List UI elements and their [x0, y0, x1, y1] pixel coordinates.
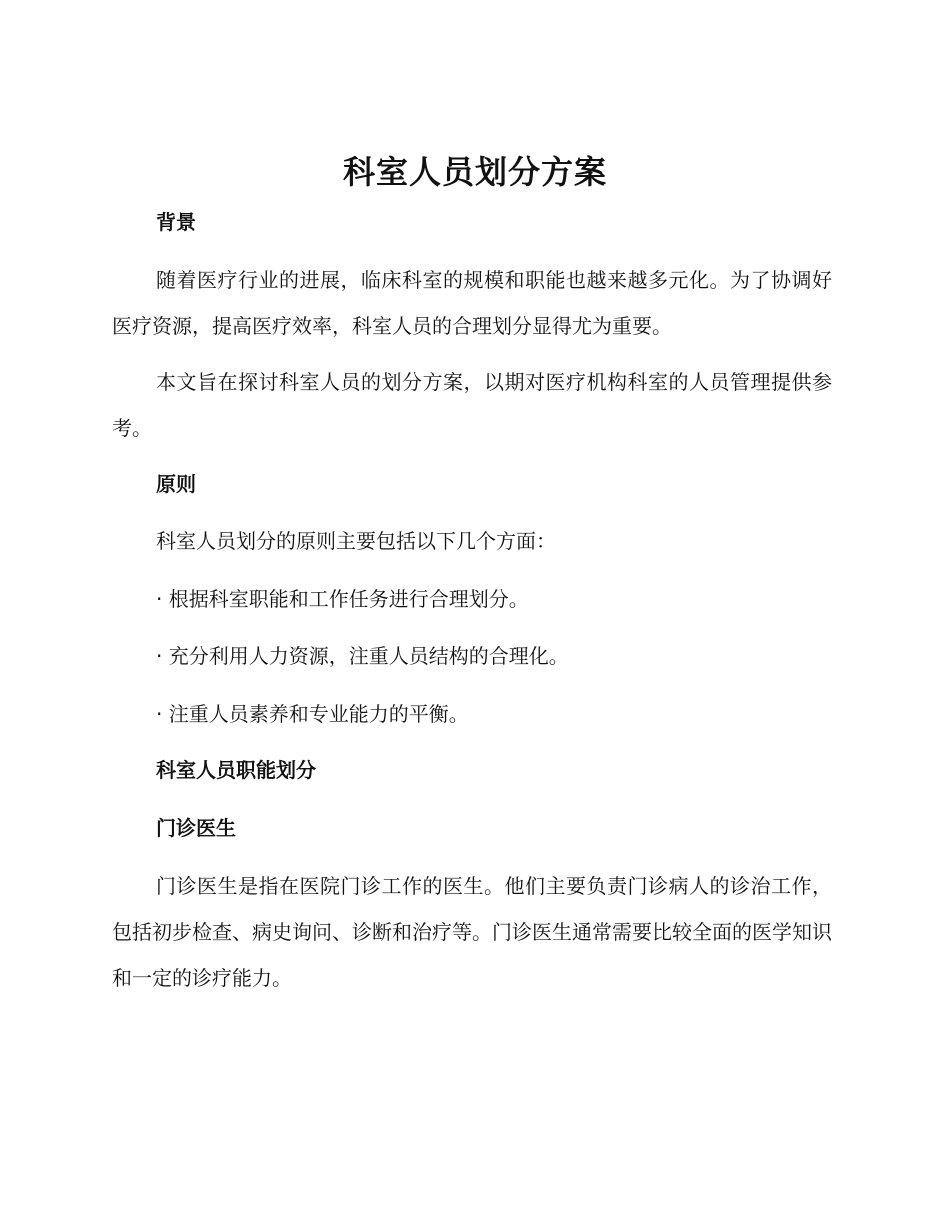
background-paragraph-1: 随着医疗行业的进展，临床科室的规模和职能也越来越多元化。为了协调好医疗资源，提高医疗效率，科室人员的合理划分显得尤为重要。 [112, 268, 832, 338]
principle-item: · 根据科室职能和工作任务进行合理划分。 [156, 587, 529, 611]
section-heading-functions: 科室人员职能划分 [156, 758, 316, 782]
principles-intro: 科室人员划分的原则主要包括以下几个方面： [156, 529, 556, 553]
section-heading-outpatient: 门诊医生 [156, 816, 236, 840]
principle-item: · 充分利用人力资源，注重人员结构的合理化。 [156, 644, 569, 668]
background-paragraph-2: 本文旨在探讨科室人员的划分方案，以期对医疗机构科室的人员管理提供参考。 [112, 370, 832, 440]
outpatient-paragraph: 门诊医生是指在医院门诊工作的医生。他们主要负责门诊病人的诊治工作，包括初步检查、病史询问、诊断和治疗等。门诊医生通常需要比较全面的医学知识和一定的诊疗能力。 [112, 874, 832, 990]
document-title: 科室人员划分方案 [342, 153, 607, 191]
section-heading-principles: 原则 [156, 472, 196, 496]
principle-item: · 注重人员素养和专业能力的平衡。 [156, 702, 469, 726]
section-heading-background: 背景 [156, 210, 196, 234]
